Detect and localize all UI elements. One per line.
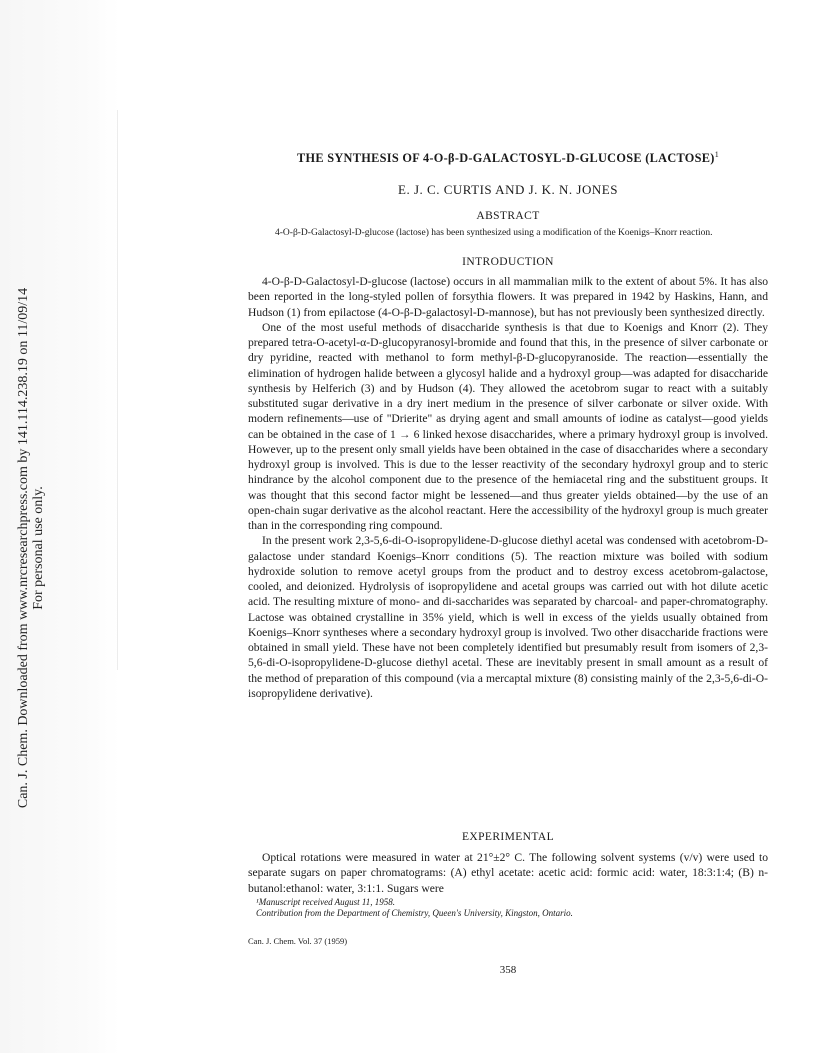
footnote-manuscript: ¹Manuscript received August 11, 1958. — [256, 897, 396, 907]
introduction-heading: INTRODUCTION — [462, 256, 554, 268]
paragraph: 4-O-β-D-Galactosyl-D-glucose (lactose) occurs in all mammalian milk to the extent of about 5%. It has also been reported in the long-styled pollen of forsythia flowers. It was prepared in 1942 by Haskins, Hann, and Hudson (1) from epilactose (4-O-β-D-galactosyl-D-mannose), but has not previously been synthesized directly. — [248, 275, 768, 319]
abstract-heading: ABSTRACT — [476, 210, 540, 222]
footnotes — [256, 897, 768, 919]
title-footnote-mark: 1 — [714, 150, 719, 159]
personal-use-notice: For personal use only. — [31, 486, 46, 610]
experimental-body — [248, 850, 768, 896]
introduction-body — [248, 274, 768, 701]
abstract-text: 4-O-β-D-Galactosyl-D-glucose (lactose) has been synthesized using a modification of the Koenigs–Knorr reaction. — [275, 228, 713, 238]
paper-title — [248, 150, 768, 166]
authors: E. J. C. CURTIS AND J. K. N. JONES — [398, 182, 618, 197]
scan-fold-line — [117, 110, 118, 670]
page-number: 358 — [499, 964, 517, 976]
paragraph: Optical rotations were measured in water at 21°±2° C. The following solvent systems (v/v) were used to separate sugars on paper chromatograms: (A) ethyl acetate: acetic acid: formic acid: water, 18:3:1:4; (B) n-butanol:ethanol: water, 3:1:1. Sugars were — [248, 851, 768, 895]
download-watermark — [16, 288, 46, 808]
paragraph: In the present work 2,3-5,6-di-O-isopropylidene-D-glucose diethyl acetal was condensed with acetobrom-D-galactose under standard Koenigs–Knorr conditions (5). The reaction mixture was boiled with sodium hydroxide solution to remove acetyl groups from the product and to destroy excess acetobrom-galactose, cooled, and deionized. Hydrolysis of isopropylidene and acetal groups was carried out with hot dilute acetic acid. The resulting mixture of mono- and di-saccharides was separated by charcoal- and paper-chromatography. Lactose was obtained crystalline in 35% yield, which is well in excess of the yields usually obtained from Koenigs–Knorr syntheses where a secondary hydroxyl group is involved. Two other disaccharide fractions were obtained in small yield. These have not been completely identified but presumably result from isomers of 2,3-5,6-di-O-isopropylidene-D-glucose diethyl acetal. These are inevitably present in small amount as a result of the method of preparation of this compound (via a mercaptal mixture (8) consisting mainly of the 2,3-5,6-di-O-isopropylidene derivative). — [248, 534, 768, 700]
download-notice: Can. J. Chem. Downloaded from www.nrcresearchpress.com by 141.114.238.19 on 11/09/14 — [16, 287, 31, 809]
footnote-contribution: Contribution from the Department of Chemistry, Queen's University, Kingston, Ontario. — [256, 908, 573, 918]
journal-reference: Can. J. Chem. Vol. 37 (1959) — [248, 936, 348, 946]
paragraph: One of the most useful methods of disaccharide synthesis is that due to Koenigs and Knorr (2). They prepared tetra-O-acetyl-α-D-glucopyranosyl-bromide and found that this, in the presence of silver carbonate or dry pyridine, reacted with methanol to form methyl-β-D-glucopyranoside. The reaction—essentially the elimination of hydrogen halide between a glycosyl halide and a hydroxyl group—was adapted for disaccharide synthesis by Helferich (3) and by Hudson (4). They allowed the acetobrom sugar to react with a suitably substituted sugar derivative in a dry inert medium in the presence of silver carbonate or silver oxide. With modern refinements—use of "Drierite" as drying agent and small amounts of iodine as catalyst—good yields can be obtained in the case of 1 → 6 linked hexose disaccharides, where a primary hydroxyl group is involved. However, up to the present only small yields have been obtained in the case of disaccharides where a secondary hydroxyl group is involved. This is due to the lesser reactivity of the secondary hydroxyl group and to steric hindrance by the alcohol component due to the presence of the hemiacetal ring and the substituent groups. It was thought that this second factor might be lessened—and thus greater yields obtained—by the use of an open-chain sugar derivative as the alcohol reactant. Here the accessibility of the hydroxyl group is much greater than in the corresponding ring compound. — [248, 320, 768, 532]
title-text: THE SYNTHESIS OF 4-O-β-D-GALACTOSYL-D-GLUCOSE (LACTOSE) — [297, 151, 715, 166]
experimental-heading: EXPERIMENTAL — [461, 831, 555, 843]
